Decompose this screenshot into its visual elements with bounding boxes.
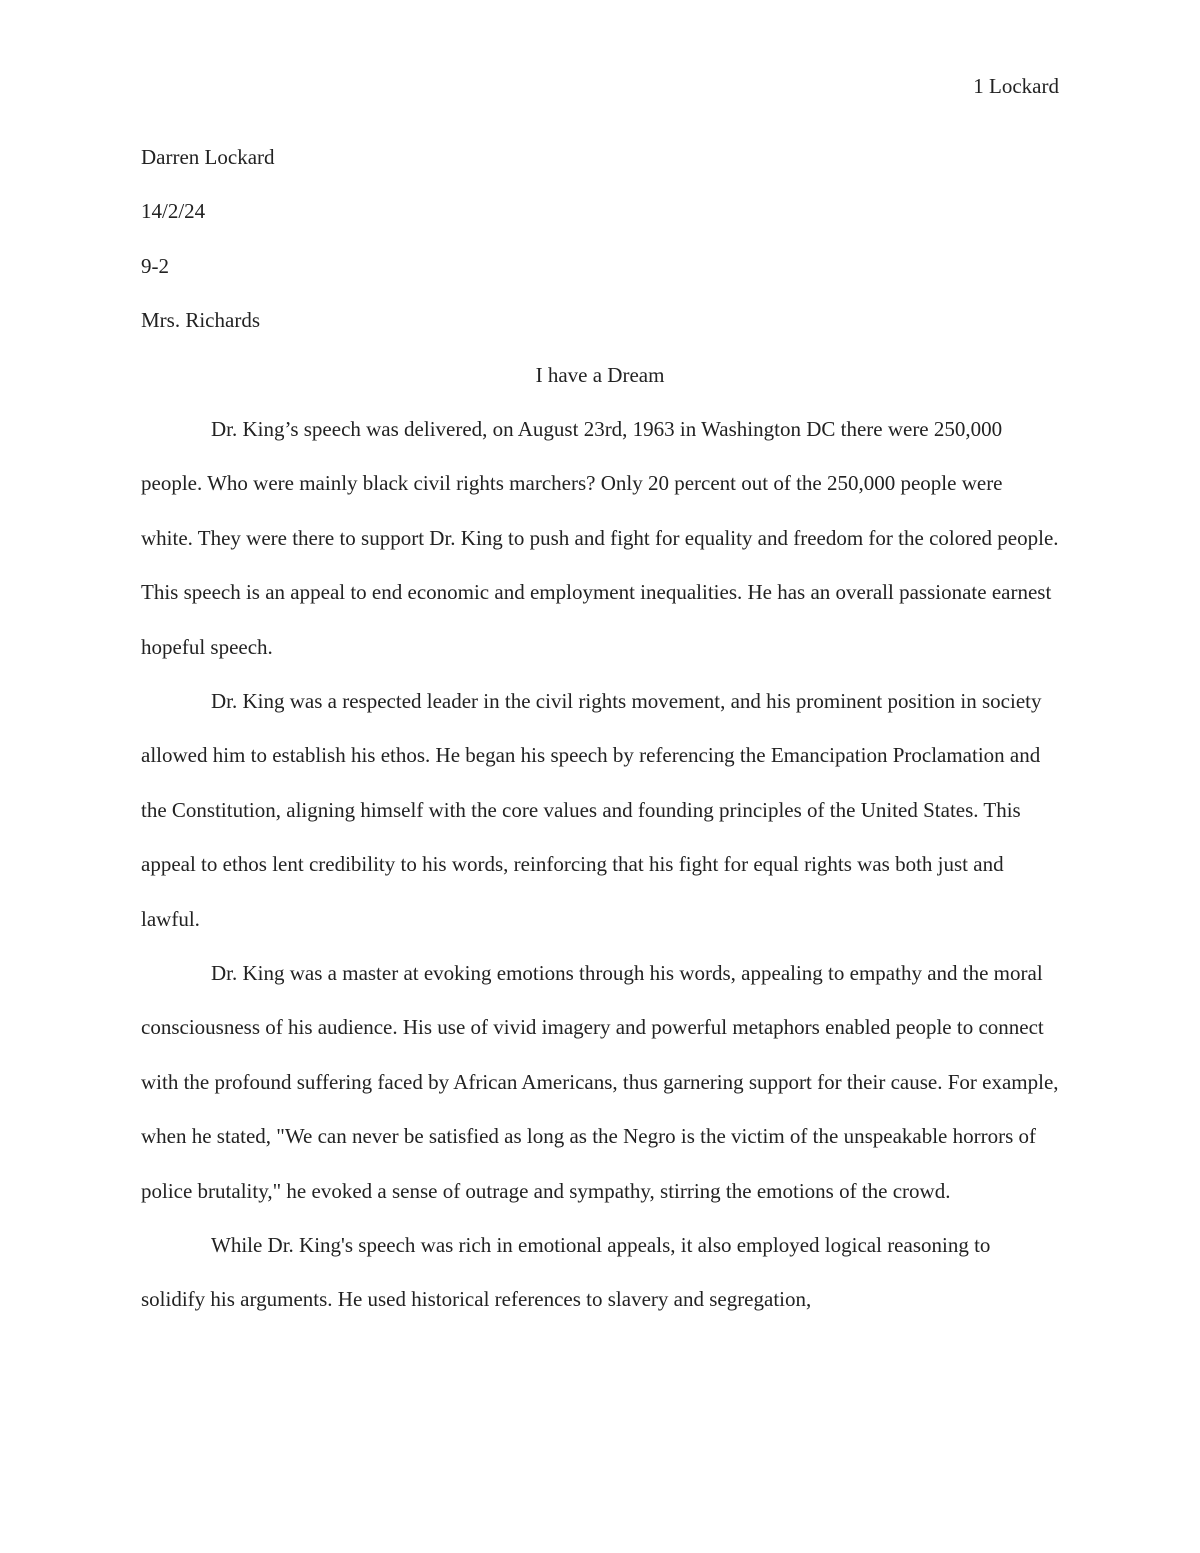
paragraph: While Dr. King's speech was rich in emotional appeals, it also employed logical reasoning to solidify his arguments. He used historical references to slavery and segregation, — [141, 1233, 991, 1312]
running-head: Lockard — [989, 74, 1059, 98]
paragraph: Dr. King was a respected leader in the civil rights movement, and his prominent position in society allowed him to establish his ethos. He began his speech by referencing the Emancipation Proclamation and the Constitution, aligning himself with the core values and founding principles of the United States. This appeal to ethos lent credibility to his words, reinforcing that his fight for equal rights was both just and lawful. — [141, 688, 1042, 931]
paragraph: Dr. King’s speech was delivered, on August 23rd, 1963 in Washington DC there were 250,000 people. Who were mainly black civil rights marchers? Only 20 percent out of the 250,000 people were white. They were there to support Dr. King to push and fight for equality and freedom for the colored people. This speech is an appeal to end economic and employment inequalities. He has an overall passionate earnest hopeful speech. — [141, 416, 1059, 659]
essay-title: I have a Dream — [535, 362, 665, 387]
page-number: 1 — [973, 74, 984, 98]
document-body — [141, 130, 1059, 1327]
paragraph: Dr. King was a master at evoking emotions through his words, appealing to empathy and the moral consciousness of his audience. His use of vivid imagery and powerful metaphors enabled people to connect with the profound suffering faced by African Americans, thus garnering support for their cause. For example, when he stated, "We can never be satisfied as long as the Negro is the victim of the unspeakable horrors of police brutality," he evoked a sense of outrage and sympathy, stirring the emotions of the crowd. — [141, 961, 1059, 1203]
teacher-name: Mrs. Richards — [141, 308, 260, 333]
class-period: 9-2 — [141, 253, 169, 278]
page-header — [973, 72, 1059, 100]
author-name: Darren Lockard — [141, 145, 275, 169]
date-line: 14/2/24 — [141, 199, 206, 224]
